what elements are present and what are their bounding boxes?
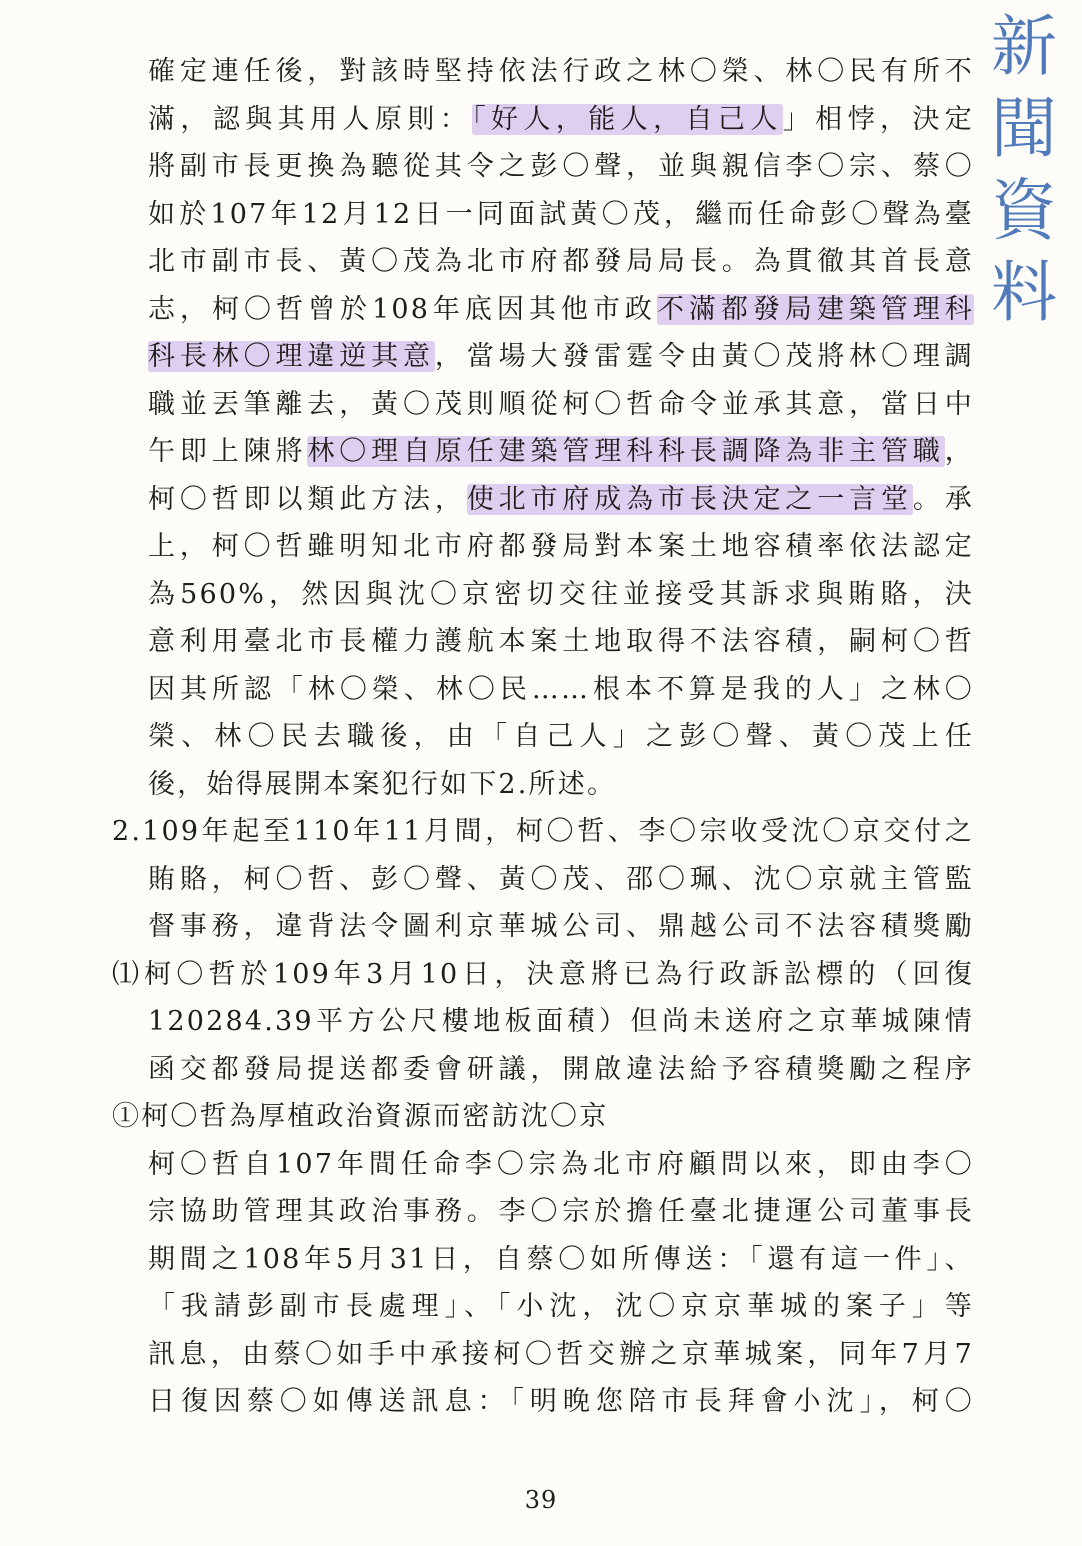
text-segment: 日復因蔡〇如傳送訊息：「明晚您陪市長拜會小沈」，柯〇: [148, 1386, 974, 1417]
text-segment: ，: [944, 436, 974, 467]
text-line: [148, 1002, 974, 1042]
text-segment: 後，始得展開本案犯行如下2.所述。: [148, 768, 617, 800]
text-segment: 職並丟筆離去，黃〇茂則順從柯〇哲命令並承其意，當日中: [148, 388, 974, 420]
stamp-char: 聞: [991, 90, 1057, 167]
text-segment: 訊息，由蔡〇如手中承接柯〇哲交辦之京華城案，同年7月7: [148, 1338, 974, 1370]
text-line: [148, 622, 974, 662]
text-line: [148, 195, 974, 235]
text-segment: 120284.39平方公尺樓地板面積）但尚未送府之京華城陳情: [148, 1006, 974, 1037]
text-line: [148, 1050, 974, 1090]
highlighted-text: 科長林〇理違逆其意: [148, 341, 435, 372]
text-line: [148, 765, 974, 805]
text-line: [148, 1240, 974, 1280]
page-number: 39: [524, 1486, 558, 1514]
stamp-char: 料: [991, 254, 1057, 331]
text-line: [148, 1287, 974, 1327]
section-heading-line: [112, 955, 974, 995]
text-segment: 柯〇哲自107年間任命李〇宗為北市府顧問以來，即由李〇: [148, 1148, 974, 1180]
text-segment: 午即上陳將: [148, 436, 308, 467]
text-segment: 將副市長更換為聽從其令之彭〇聲，並與親信李〇宗、蔡〇: [148, 151, 974, 182]
text-segment: 北市副市長、黃〇茂為北市府都發局局長。為貫徹其首長意: [148, 246, 974, 277]
text-line: [148, 527, 974, 567]
text-line: [148, 147, 974, 187]
text-line: [148, 907, 974, 947]
text-line: [148, 100, 974, 140]
text-line: [148, 52, 974, 92]
text-segment: ①柯〇哲為厚植政治資源而密訪沈〇京: [112, 1101, 609, 1132]
text-line: [148, 385, 974, 425]
text-line: [148, 717, 974, 757]
text-line: [148, 575, 974, 615]
text-line: [148, 1335, 974, 1375]
highlighted-text: 不滿都發局建築管理科: [656, 293, 975, 325]
text-line: [148, 290, 974, 330]
text-line: [148, 480, 974, 520]
text-segment: 意利用臺北市長權力護航本案土地取得不法容積，嗣柯〇哲: [148, 626, 974, 657]
text-segment: 宗協助管理其政治事務。李〇宗於擔任臺北捷運公司董事長: [148, 1196, 974, 1227]
text-line: [148, 337, 974, 377]
news-material-stamp: [978, 6, 1070, 334]
text-segment: 函交都發局提送都委會研議，開啟違法給予容積獎勵之程序: [148, 1053, 974, 1085]
text-segment: 如於107年12月12日一同面試黃〇茂，繼而任命彭〇聲為臺: [148, 198, 974, 230]
stamp-char: 新: [991, 8, 1057, 85]
text-segment: 柯〇哲即以類此方法，: [148, 483, 467, 515]
text-segment: 為560%，然因與沈〇京密切交往並接受其訴求與賄賂，決: [148, 578, 974, 610]
section-heading-line: [112, 1097, 974, 1137]
highlighted-text: 林〇理自原任建築管理科科長調降為非主管職: [307, 436, 945, 467]
text-segment: ，當場大發雷霆令由黃〇茂將林〇理調: [434, 341, 974, 372]
text-segment: 「我請彭副市長處理」、「小沈，沈〇京京華城的案子」等: [148, 1291, 974, 1322]
text-segment: 2.109年起至110年11月間，柯〇哲、李〇宗收受沈〇京交付之: [112, 816, 974, 847]
text-segment: 」相悖，決定: [782, 103, 975, 135]
stamp-char: 資: [991, 172, 1057, 249]
text-segment: 滿，認與其用人原則：: [148, 103, 473, 135]
text-segment: 因其所認「林〇榮、林〇民……根本不算是我的人」之林〇: [148, 673, 974, 705]
text-segment: 賄賂，柯〇哲、彭〇聲、黃〇茂、邵〇珮、沈〇京就主管監: [148, 863, 974, 895]
text-segment: 志，柯〇哲曾於108年底因其他市政: [148, 293, 657, 325]
highlighted-text: 「好人，能人，自己人: [472, 103, 783, 135]
text-segment: ⑴柯〇哲於109年3月10日，決意將已為行政訴訟標的（回復: [112, 958, 974, 990]
text-segment: 確定連任後，對該時堅持依法行政之林〇榮、林〇民有所不: [148, 56, 974, 87]
text-line: [148, 1145, 974, 1185]
text-line: [148, 242, 974, 282]
text-line: [148, 860, 974, 900]
text-segment: 。承: [912, 483, 974, 515]
text-line: [148, 1192, 974, 1232]
highlighted-text: 使北市府成為市長決定之一言堂: [466, 483, 913, 515]
text-segment: 上，柯〇哲雖明知北市府都發局對本案土地容積率依法認定: [148, 531, 974, 562]
section-heading-line: [112, 812, 974, 852]
text-line: [148, 1382, 974, 1422]
text-segment: 榮、林〇民去職後，由「自己人」之彭〇聲、黃〇茂上任: [148, 721, 974, 752]
text-segment: 督事務，違背法令圖利京華城公司、鼎越公司不法容積獎勵: [148, 911, 974, 942]
text-line: [148, 432, 974, 472]
text-line: [148, 670, 974, 710]
text-segment: 期間之108年5月31日，自蔡〇如所傳送：「還有這一件」、: [148, 1243, 974, 1275]
